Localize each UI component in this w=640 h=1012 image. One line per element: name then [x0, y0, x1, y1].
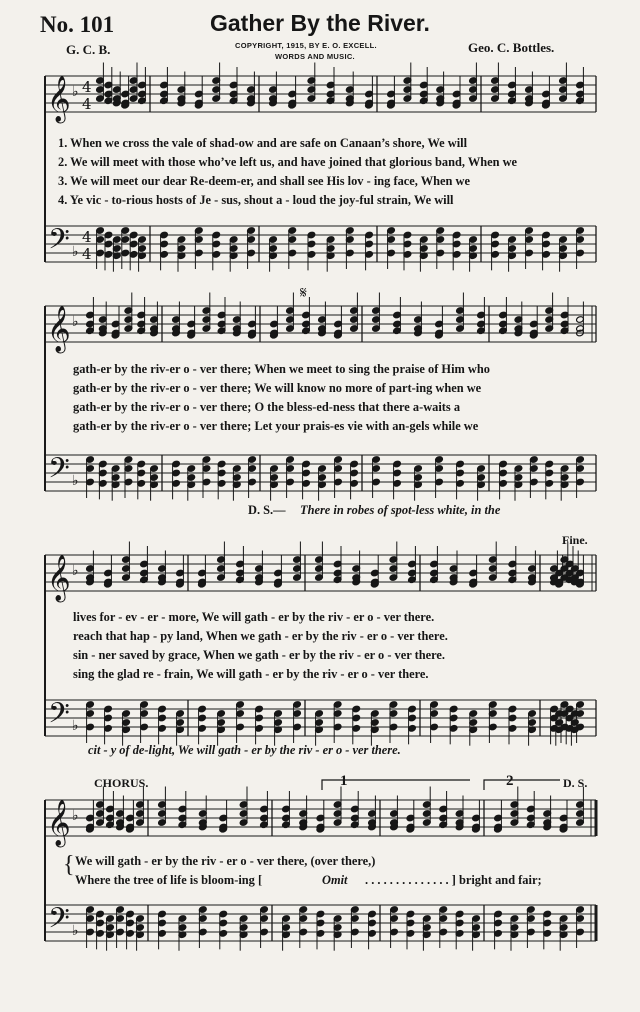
verse-2-line-1: 2. We will meet with those who’ve left us, and have joined that glorious band, When we: [58, 155, 518, 169]
second-ending-bracket: [484, 780, 560, 790]
verse-4-line-1: 4. Ye vic - to-rious hosts of Je - sus, shout a - loud the joy-ful strain, We will: [58, 193, 454, 207]
hymn-title: Gather By the River.: [210, 10, 430, 36]
flat-key-signature-icon: ♭: [72, 314, 79, 330]
verse-4-line-3: sing the glad re - frain, We will gath - er by the riv - er o - ver there.: [73, 667, 429, 681]
composer: Geo. C. Bottles.: [468, 40, 555, 55]
flat-key-signature-icon: ♭: [72, 718, 79, 734]
verse-1-line-2: gath-er by the riv-er o - ver there; When we meet to sing the praise of Him who: [73, 362, 490, 376]
flat-key-signature-icon: ♭: [72, 923, 79, 939]
treble-clef-icon: 𝄞: [47, 800, 71, 846]
segno-icon: 𝄋: [300, 283, 307, 302]
verse-3-line-3: sin - ner saved by grace, When we gath - er by the riv - er o - ver there.: [73, 648, 446, 662]
ds-lyric: There in robes of spot-less white, in the: [300, 503, 501, 517]
words-and-music-line: WORDS AND MUSIC.: [275, 52, 355, 61]
chorus-line-2-start: Where the tree of life is bloom-ing [: [75, 873, 263, 887]
first-ending-number: 1: [340, 773, 348, 789]
treble-clef-icon: 𝄞: [47, 76, 71, 122]
time-signature-top: 4: [82, 78, 92, 96]
chorus-label: CHORUS.: [94, 776, 149, 790]
bass-clef-icon: 𝄢: [48, 223, 70, 263]
time-signature-top: 4: [82, 228, 92, 246]
lyric-brace: {: [63, 852, 75, 878]
chorus-line-2-end: . . . . . . . . . . . . . . ] bright and fair;: [365, 873, 542, 887]
words-author: G. C. B.: [66, 42, 111, 57]
flat-key-signature-icon: ♭: [72, 473, 79, 489]
verse-3-line-1: 3. We will meet our dear Re-deem-er, and shall see His lov - ing face, When we: [58, 174, 470, 188]
bass-clef-icon: 𝄢: [48, 452, 70, 492]
time-signature-bottom: 4: [82, 245, 92, 263]
flat-key-signature-icon: ♭: [72, 84, 79, 100]
time-signature-bottom: 4: [82, 95, 92, 113]
hymn-number: No. 101: [40, 12, 115, 37]
flat-key-signature-icon: ♭: [72, 244, 79, 260]
treble-clef-icon: 𝄞: [47, 306, 71, 352]
bass-clef-icon: 𝄢: [48, 902, 70, 942]
verse-1-line-1: 1. When we cross the vale of shad-ow and are safe on Canaan’s shore, We will: [58, 136, 468, 150]
copyright-line: COPYRIGHT, 1915, BY E. O. EXCELL.: [235, 41, 377, 50]
omit-marker: Omit: [322, 873, 348, 887]
second-ending-number: 2: [506, 773, 514, 789]
bass-clef-icon: 𝄢: [48, 697, 70, 737]
fine-marker: Fine.: [562, 533, 588, 547]
flat-key-signature-icon: ♭: [72, 563, 79, 579]
verse-2-line-2: gath-er by the riv-er o - ver there; We will know no more of part-ing when we: [73, 381, 482, 395]
chorus-line-1: We will gath - er by the riv - er o - ver there, (over there,): [75, 854, 376, 868]
treble-clef-icon: 𝄞: [47, 555, 71, 601]
verse-4-line-2: gath-er by the riv-er o - ver there; Let your prais-es vie with an-gels while we: [73, 419, 479, 433]
ds-label: D. S.—: [248, 503, 286, 517]
verse-3-line-2: gath-er by the riv-er o - ver there; O the bless-ed-ness that there a-waits a: [73, 400, 461, 414]
flat-key-signature-icon: ♭: [72, 808, 79, 824]
verse-2-line-3: reach that hap - py land, When we gath - er by the riv - er o - ver there.: [73, 629, 448, 643]
ds-lyric-line: cit - y of de-light, We will gath - er by the riv - er o - ver there.: [88, 743, 401, 757]
ds-marker: D. S.: [563, 776, 588, 790]
verse-1-line-3: lives for - ev - er - more, We will gath - er by the riv - er o - ver there.: [73, 610, 435, 624]
